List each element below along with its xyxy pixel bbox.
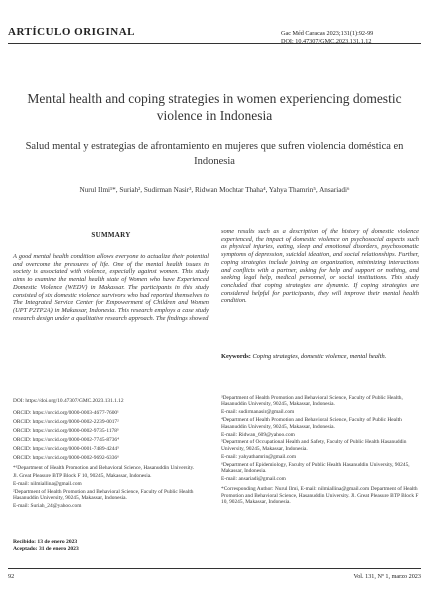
accepted-date: Aceptado: 31 de enero 2023 bbox=[13, 546, 79, 552]
journal-citation: Gac Méd Caracas 2023;131(1):92-99 bbox=[281, 30, 374, 37]
doi-link[interactable]: DOI: https://doi.org/10.47307/GMC.2023.131.1.12 bbox=[13, 398, 124, 404]
section-label: ARTÍCULO ORIGINAL bbox=[8, 26, 135, 38]
affiliation-2: ²Department of Health Promotion and Behavioral Science, Faculty of Public Health Hasanuddin University, 90245, Makassar, Indonesia. bbox=[13, 488, 194, 502]
keywords-label: Keywords: bbox=[221, 353, 251, 360]
dates bbox=[13, 539, 79, 553]
affiliation-4-email: E-mail: Ridwan_609@yahoo.com bbox=[221, 431, 295, 438]
affiliation-3-email: E-mail: sudirmanasir@gmail.com bbox=[221, 409, 295, 416]
affiliation-4: ⁴Department of Health Promotion and Behavioral Science, Faculty of Public Health Hasanuddin University, 90245, Makassar, Indonesia. bbox=[221, 417, 402, 430]
affiliation-5: ⁵Department of Occupational Health and Safety, Faculty of Public Health Hasanuddin University, 90245, Makassar, Indonesia. bbox=[221, 439, 407, 452]
affiliation-5-email: E-mail: yahyathamrin@gmail.com bbox=[221, 453, 297, 460]
summary-right-column: some results such as a description of the history of domestic violence experienced, the impact of domestic violence on psychosocial aspects such as physical injuries, eating, sleep and emotional disorders, psychosomatic symptoms of depression, suicidal ideation, and social relationships. Further, coping strategies include joining an organization, minimizing interactions and conflicts with a partner, asking for help and support or nothing, and seeking legal help, medical personnel, or social institutions. This study concluded that coping strategies are dynamic. If coping strategies are considered helpful for participants, they will improve their mental health condition. bbox=[221, 228, 419, 305]
author-list: Nurul Ilmi¹*, Suriah², Sudirman Nasir³, Ridwan Mochtar Thaha⁴, Yahya Thamrin⁵, Ansariadi⁶ bbox=[79, 186, 350, 194]
summary-heading: SUMMARY bbox=[91, 231, 131, 239]
keywords bbox=[221, 353, 419, 361]
affiliation-6-email: E-mail: ansariadi@gmail.com bbox=[221, 475, 286, 482]
affiliations-left bbox=[13, 465, 209, 511]
affiliation-2-email: E-mail: Suriah_24@yahoo.com bbox=[13, 503, 82, 510]
orcid-1[interactable]: ORCID: https://orcid.org/0000-0003-4677-7600¹ bbox=[13, 410, 119, 416]
article-title-es: Salud mental y estrategias de afrontamiento en mujeres que sufren violencia doméstica en Indonesia bbox=[25, 141, 404, 167]
affiliation-1-address: Jl. Great Pleasure BTP Block F 10, 90245, Makassar, Indonesia. bbox=[13, 472, 152, 479]
journal-info bbox=[281, 30, 421, 45]
corresponding-author: *Corresponding Author: Nurul Ilmi, E-mail: nilmiallina@gmail.com Department of Health Promotion and Behavioral Science, Hasanuddin University. Jl. Great Pleasure BTP Block F 10, 90245, Makassar, Indonesia. bbox=[221, 486, 419, 506]
volume-info: Vol. 131, Nº 1, marzo 2023 bbox=[353, 573, 421, 580]
affiliation-1: *¹Department of Health Promotion and Behavioral Science, Hasanuddin University. bbox=[13, 465, 195, 471]
orcid-4[interactable]: ORCID: https://orcid.org/0000-0002-7745-8736⁴ bbox=[13, 437, 119, 443]
received-date: Recibido: 13 de enero 2023 bbox=[13, 539, 78, 545]
affiliations-right bbox=[221, 395, 419, 507]
affiliation-3: ³Department of Health Promotion and Behavioral Science, Faculty of Public Health, Hasanuddin University, 90245, Makassar, Indonesia. bbox=[221, 395, 403, 408]
orcid-3[interactable]: ORCID: https://orcid.org/0000-0002-9735-1178³ bbox=[13, 428, 119, 434]
journal-doi: DOI: 10.47307/GMC.2023.131.1.12 bbox=[281, 37, 372, 45]
article-title-en: Mental health and coping strategies in women experiencing domestic violence in Indonesia bbox=[27, 91, 402, 123]
orcid-5[interactable]: ORCID: https://orcid.org/0000-0001-7489-4244⁵ bbox=[13, 446, 119, 452]
orcid-2[interactable]: ORCID: https://orcid.org/0000-0002-2239-0017² bbox=[13, 419, 119, 425]
affiliation-1-email: E-mail: nilmiallina@gmail.com bbox=[13, 480, 82, 487]
keywords-text: Coping strategies, domestic violence, mental health. bbox=[252, 353, 387, 360]
page-number: 92 bbox=[8, 573, 15, 580]
orcid-6[interactable]: ORCID: https://orcid.org/0000-0002-9692-6336⁶ bbox=[13, 455, 119, 461]
affiliation-6: ⁶Department of Epidemiology, Faculty of Public Health Hasanuddin University, 90245, Makassar, Indonesia. bbox=[221, 461, 410, 475]
footer-rule bbox=[8, 568, 421, 569]
summary-left-column: A good mental health condition allows everyone to actualize their potential and overcome the pressures of life. One of the mental health issues in society is associated with violence, especially against women. This study aims to examine the mental health state of Women who have Experienced Domestic Violence (WEDV) in Makassar. The participants in this study consisted of six domestic violence survivors who had reported themselves to The Integrated Service Center for Empowerment of Children and Women (UPT P2TP2A) in Makassar, Indonesia. This research employs a case study research design under a qualitative research approach. The findings showed bbox=[13, 253, 209, 322]
